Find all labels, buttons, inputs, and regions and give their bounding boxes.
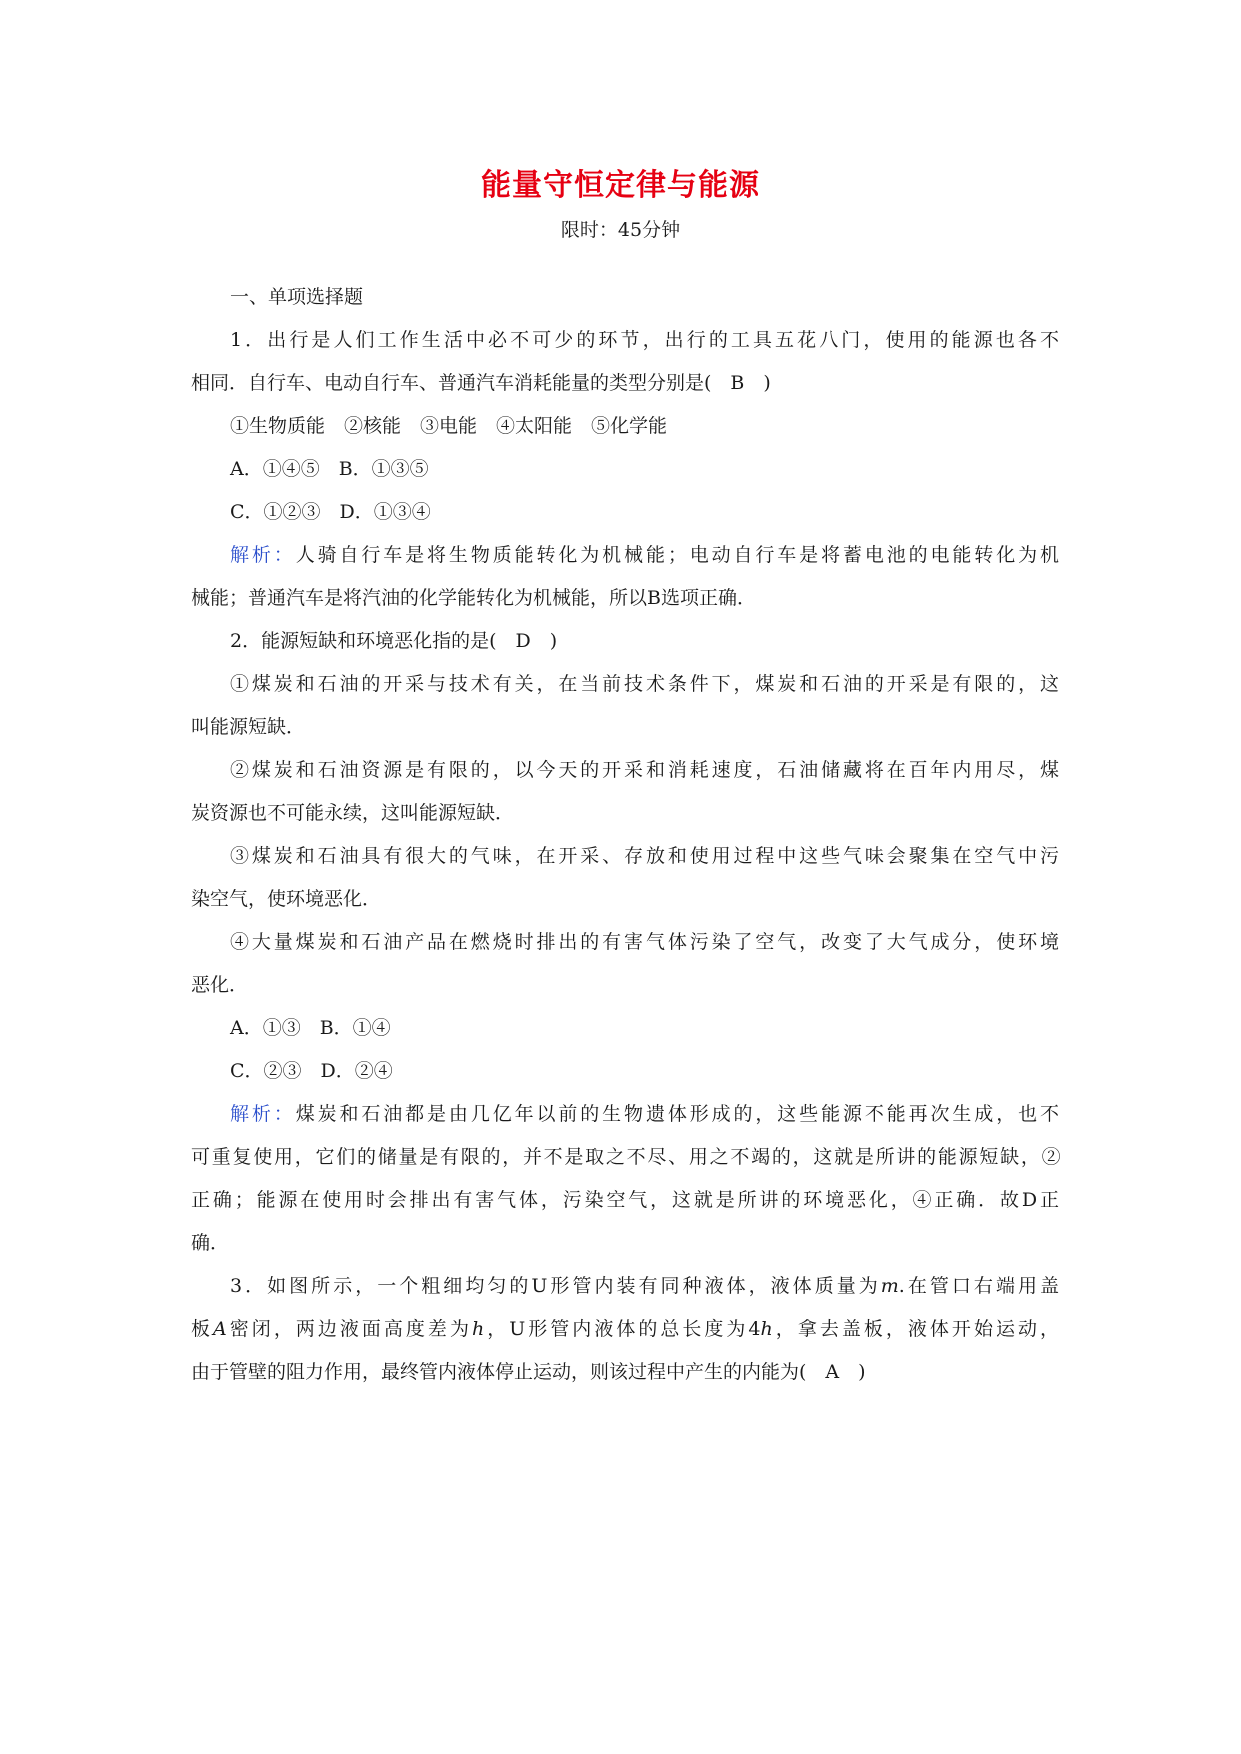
doc-title: 能量守恒定律与能源 xyxy=(481,168,760,203)
q1-options-ab: A．①④⑤ B．①③⑤ xyxy=(230,458,429,480)
q2-statement4-line2: 恶化． xyxy=(191,974,249,996)
q1-stem-line2: 相同．自行车、电动自行车、普通汽车消耗能量的类型分别是( B ) xyxy=(191,372,771,394)
q2-analysis-line1 xyxy=(191,1093,1059,1136)
q1-items: ①生物质能 ②核能 ③电能 ④太阳能 ⑤化学能 xyxy=(230,415,668,437)
variable-h: h xyxy=(760,1318,773,1340)
q1-analysis-line1 xyxy=(191,534,1059,577)
q2-stem: 2．能源短缺和环境恶化指的是( D ) xyxy=(230,630,558,652)
q1-analysis-text1: 人骑自行车是将生物质能转化为机械能；电动自行车是将蓄电池的电能转化为机 xyxy=(295,544,1059,566)
q3-stem-line2 xyxy=(191,1308,1059,1351)
variable-m: m xyxy=(880,1275,899,1297)
q2-analysis-line4: 确． xyxy=(191,1232,230,1254)
q2-statement2-line1: ②煤炭和石油资源是有限的，以今天的开采和消耗速度，石油储藏将在百年内用尽，煤 xyxy=(230,759,1059,781)
analysis-label: 解析： xyxy=(230,1103,296,1125)
q1-analysis-line2: 械能；普通汽车是将汽油的化学能转化为机械能，所以B选项正确． xyxy=(191,587,756,609)
q3-text: ，U形管内液体的总长度为4 xyxy=(484,1318,761,1340)
q2-analysis-line2: 可重复使用，它们的储量是有限的，并不是取之不尽、用之不竭的，这就是所讲的能源短缺，② xyxy=(191,1146,1059,1168)
q3-stem-line1 xyxy=(191,1265,1059,1308)
variable-A: A xyxy=(213,1318,227,1340)
time-limit: 限时：45分钟 xyxy=(560,219,681,241)
q3-text: 密闭，两边液面高度差为 xyxy=(226,1318,472,1340)
q2-options-ab: A．①③ B．①④ xyxy=(230,1017,391,1039)
q3-text: 板 xyxy=(191,1318,214,1340)
q1-options-cd: C．①②③ D．①③④ xyxy=(230,501,431,523)
q3-text: 3．如图所示，一个粗细均匀的U形管内装有同种液体，液体质量为 xyxy=(230,1275,881,1297)
section-heading: 一、单项选择题 xyxy=(230,286,364,308)
q2-statement1-line1: ①煤炭和石油的开采与技术有关，在当前技术条件下，煤炭和石油的开采是有限的，这 xyxy=(230,673,1059,695)
q2-statement4-line1: ④大量煤炭和石油产品在燃烧时排出的有害气体污染了空气，改变了大气成分，使环境 xyxy=(230,931,1059,953)
q1-stem-line1: 1．出行是人们工作生活中必不可少的环节，出行的工具五花八门，使用的能源也各不 xyxy=(230,329,1059,351)
q3-text: .在管口右端用盖 xyxy=(898,1275,1059,1297)
q2-analysis-line3: 正确；能源在使用时会排出有害气体，污染空气，这就是所讲的环境恶化，④正确．故D正 xyxy=(191,1189,1059,1211)
q2-analysis-text1: 煤炭和石油都是由几亿年以前的生物遗体形成的，这些能源不能再次生成，也不 xyxy=(295,1103,1059,1125)
variable-h: h xyxy=(471,1318,485,1340)
q2-statement1-line2: 叫能源短缺． xyxy=(191,716,306,738)
q2-options-cd: C．②③ D．②④ xyxy=(230,1060,393,1082)
q3-text: ，拿去盖板，液体开始运动， xyxy=(772,1318,1059,1340)
q3-stem-line3: 由于管壁的阻力作用，最终管内液体停止运动，则该过程中产生的内能为( A ) xyxy=(191,1361,866,1383)
q2-statement3-line1: ③煤炭和石油具有很大的气味，在开采、存放和使用过程中这些气味会聚集在空气中污 xyxy=(230,845,1059,867)
doc-body xyxy=(191,276,1059,1394)
q2-statement3-line2: 染空气，使环境恶化． xyxy=(191,888,382,910)
q2-statement2-line2: 炭资源也不可能永续，这叫能源短缺． xyxy=(191,802,515,824)
analysis-label: 解析： xyxy=(230,544,296,566)
